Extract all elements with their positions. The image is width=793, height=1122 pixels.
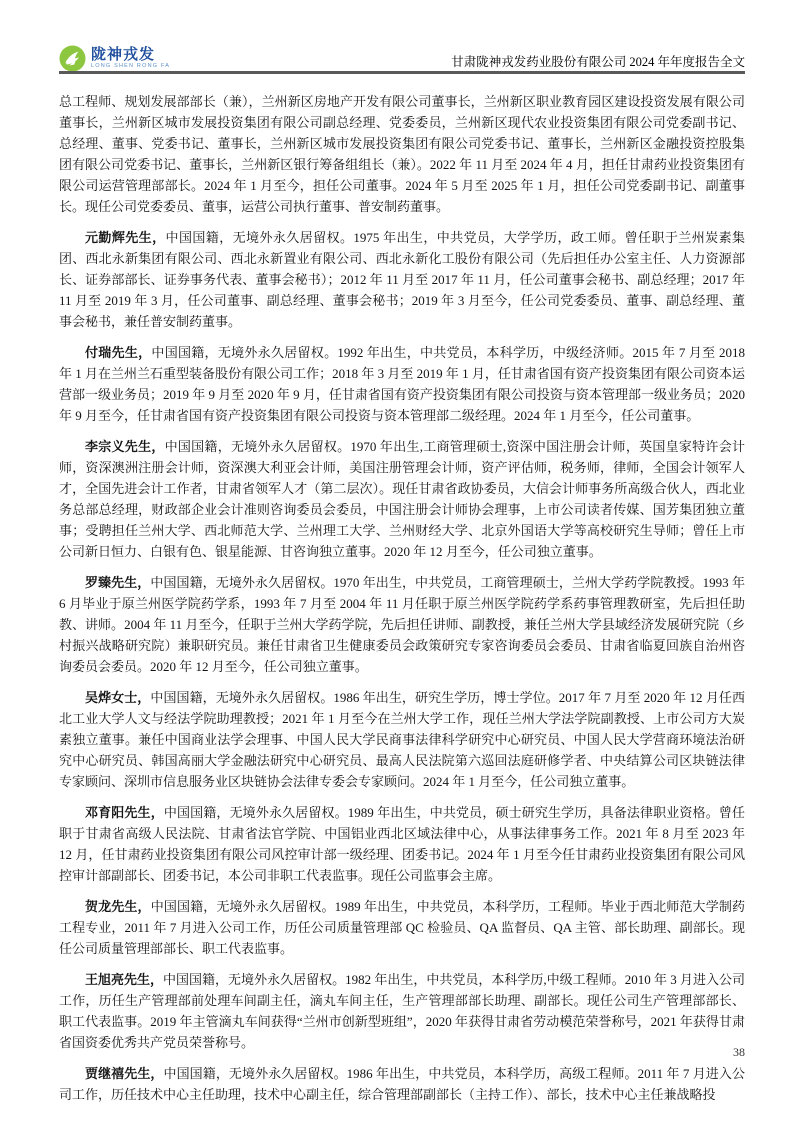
bio-text: 中国国籍，无境外永久居留权。1989 年出生，中共党员，本科学历，工程师。毕业于西北师范大学制药工程专业，2011 年 7 月进入公司工作，历任公司质量管理部 QC 检验员、QA 监督员、QA 主管、部长助理、副部长。现任公司质量管理部部长、职工代表监事。 bbox=[59, 899, 745, 956]
logo-brand-en: LONG SHEN RONG FA bbox=[91, 63, 171, 70]
bio-paragraph bbox=[59, 227, 745, 332]
bio-text: 中国国籍，无境外永久居留权。1970 年出生,工商管理硕士,资深中国注册会计师，英国皇家特许会计师，资深澳洲注册会计师，资深澳大利亚会计师，美国注册管理会计师，资产评估师，税务师，律师，全国会计领军人才，全国先进会计工作者，甘肃省领军人才（第二层次）。现任甘肃省政协委员，大信会计师事务所高级合伙人，西北业务总部总经理，财政部企业会计准则咨询委员会委员，中国注册会计师协会理事，上市公司读者传媒、国芳集团独立董事；受聘担任兰州大学、西北师范大学、兰州理工大学、兰州财经大学、北京外国语大学等高校研究生导师；曾任上市公司新日恒力、白银有色、银星能源、甘咨询独立董事。2020 年 12 月至今，任公司独立董事。 bbox=[59, 439, 745, 559]
bio-paragraph bbox=[59, 342, 745, 426]
bio-paragraph bbox=[59, 572, 745, 677]
bio-text: 中国国籍，无境外永久居留权。1989 年出生，中共党员，硕士研究生学历，具备法律职业资格。曾任职于甘肃省高级人民法院、甘肃省法官学院、中国铝业西北区域法律中心，从事法律事务工作。2021 年 8 月至 2023 年 12 月，任甘肃药业投资集团有限公司风控审计部一级经理、团委书记。2024 年 1 月至今任甘肃药业投资集团有限公司风控审计部副部长、团委书记，本公司非职工代表监事。现任公司监事会主席。 bbox=[59, 805, 745, 883]
header-divider bbox=[59, 71, 745, 74]
person-name: 吴烨女士， bbox=[85, 690, 151, 705]
person-name: 贺龙先生， bbox=[85, 899, 151, 914]
bio-text: 中国国籍，无境外永久居留权。1986 年出生，研究生学历，博士学位。2017 年 7 月至 2020 年 12 月任西北工业大学人文与经法学院助理教授；2021 年 1 月至今在兰州大学工作，现任兰州大学法学院副教授、上市公司方大炭素独立董事。兼任中国商业法学会理事、中国人民大学民商事法律科学研究中心研究员、中国人民大学营商环境法治研究中心研究员、韩国高丽大学金融法研究中心研究员、最高人民法院第六巡回法庭研修学者、中央结算公司区块链法律专家顾问、深圳市信息服务业区块链协会法律专委会专家顾问。2024 年 1 月至今，任公司独立董事。 bbox=[59, 690, 745, 789]
bio-text: 中国国籍，无境外永久居留权。1970 年出生，中共党员，工商管理硕士，兰州大学药学院教授。1993 年 6 月毕业于原兰州医学院药学系，1993 年 7 月至 2004 年 11 月任职于原兰州医学院药学系药事管理教研室，先后担任助教、讲师。2004 年 11 月至今，任职于兰州大学药学院，先后担任讲师、副教授，兼任兰州大学县域经济发展研究院（乡村振兴战略研究院）兼职研究员。兼任甘肃省卫生健康委员会政策研究专家咨询委员会委员、甘肃省临夏回族自治州咨询委员会委员。2020 年 12 月至今，任公司独立董事。 bbox=[59, 575, 745, 674]
person-name: 李宗义先生， bbox=[85, 439, 165, 454]
page-number: 38 bbox=[733, 1045, 745, 1059]
bio-text: 中国国籍，无境外永久居留权。1992 年出生，中共党员，本科学历，中级经济师。2015 年 7 月至 2018 年 1 月在兰州兰石重型装备股份有限公司工作；2018 年 3 月至 2019 年 1 月，任甘肃省国有资产投资集团有限公司资本运营部一级业务员；2019 年 9 月至 2020 年 9 月，任甘肃省国有资产投资集团有限公司投资与资本管理部一级业务员；2020 年 9 月至今，任甘肃省国有资产投资集团有限公司投资与资本管理部二级经理。2024 年 1 月至今，任公司董事。 bbox=[59, 345, 745, 423]
bio-paragraph bbox=[59, 802, 745, 886]
bio-paragraph bbox=[59, 436, 745, 562]
bio-text: 中国国籍，无境外永久居留权。1986 年出生，中共党员，本科学历，高级工程师。2011 年 7 月进入公司工作，历任技术中心主任助理，技术中心副主任，综合管理部副部长（主持工作）、部长，技术中心主任兼战略投 bbox=[59, 1066, 745, 1102]
bio-text: 中国国籍，无境外永久居留权。1982 年出生，中共党员，本科学历,中级工程师。2010 年 3 月进入公司工作，历任生产管理部前处理车间副主任，滴丸车间主任，生产管理部部长助理、副部长。现任公司生产管理部部长、职工代表监事。2019 年主管滴丸车间获得“兰州市创新型班组”，2020 年获得甘肃省劳动模范荣誉称号，2021 年获得甘肃省国资委优秀共产党员荣誉称号。 bbox=[59, 972, 745, 1050]
page-footer bbox=[733, 1045, 745, 1060]
bio-text: 中国国籍，无境外永久居留权。1975 年出生，中共党员，大学学历，政工师。曾任职于兰州炭素集团、西北永新集团有限公司、西北永新置业有限公司、西北永新化工股份有限公司（先后担任办公室主任、人力资源部长、证券部部长、证券事务代表、董事会秘书）；2012 年 11 月至 2017 年 11 月，任公司董事会秘书、副总经理；2017 年 11 月至 2019 年 3 月，任公司董事、副总经理、董事会秘书；2019 年 3 月至今，任公司党委委员、董事、副总经理、董事会秘书，兼任普安制药董事。 bbox=[59, 230, 745, 329]
company-logo bbox=[59, 45, 170, 72]
logo-brand-cn: 陇神戎发 bbox=[91, 46, 156, 64]
logo-bird-icon bbox=[59, 45, 86, 72]
person-name: 邓育阳先生， bbox=[85, 805, 164, 820]
person-name: 王旭亮先生， bbox=[85, 972, 164, 987]
bio-paragraph bbox=[59, 969, 745, 1053]
bio-paragraph bbox=[59, 687, 745, 792]
person-name: 贾继禧先生， bbox=[85, 1066, 164, 1081]
report-title: 甘肃陇神戎发药业股份有限公司 2024 年年度报告全文 bbox=[451, 55, 745, 69]
bio-paragraph bbox=[59, 91, 745, 217]
bio-paragraph bbox=[59, 896, 745, 959]
person-name: 罗臻先生， bbox=[85, 575, 151, 590]
bio-text: 总工程师、规划发展部部长（兼），兰州新区房地产开发有限公司董事长，兰州新区职业教育园区建设投资发展有限公司董事长，兰州新区城市发展投资集团有限公司副总经理、党委委员，兰州新区现代农业投资集团有限公司党委副书记、总经理、董事、党委书记、董事长，兰州新区城市发展投资集团有限公司党委书记、董事长，兰州新区金融投资控股集团有限公司党委书记、董事长，兰州新区银行筹备组组长（兼）。2022 年 11 月至 2024 年 4 月，担任甘肃药业投资集团有限公司运营管理部部长。2024 年 1 月至今，担任公司董事。2024 年 5 月至 2025 年 1 月，担任公司党委副书记、副董事长。现任公司党委委员、董事，运营公司执行董事、普安制药董事。 bbox=[59, 94, 745, 214]
person-name: 元勤辉先生， bbox=[85, 230, 166, 245]
document-body bbox=[59, 91, 745, 1105]
bio-paragraph bbox=[59, 1063, 745, 1105]
page-header bbox=[59, 42, 745, 72]
person-name: 付瑞先生， bbox=[85, 345, 152, 360]
logo-text bbox=[91, 47, 170, 70]
